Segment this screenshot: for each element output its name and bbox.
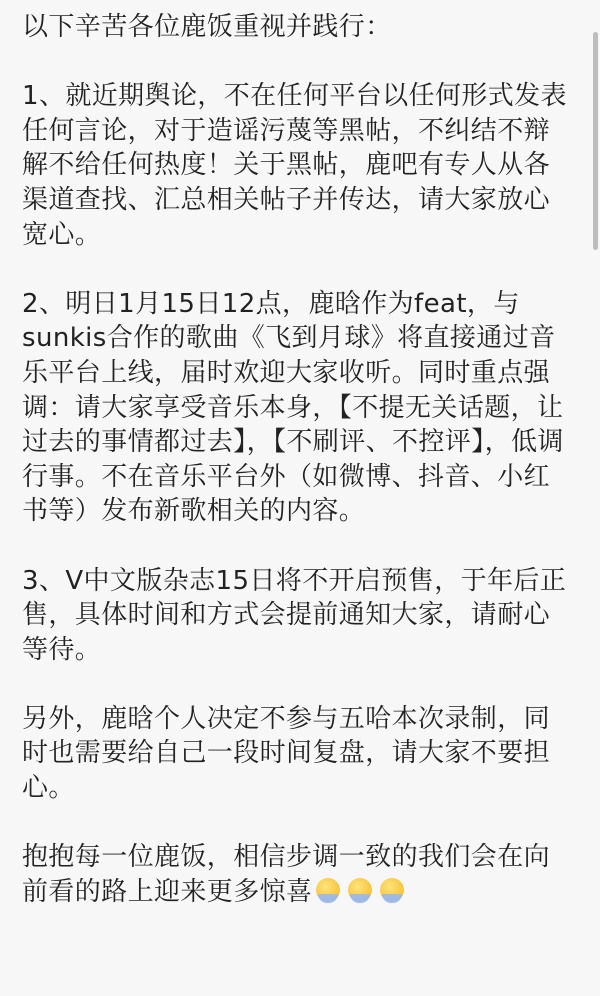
paragraph-gap: [22, 667, 570, 702]
paragraph-gap: [22, 806, 570, 841]
intro-text: 以下辛苦各位鹿饭重视并践行：: [22, 12, 392, 42]
item-3-text: 3、V中文版杂志15日将不开启预售，于年后正售，具体时间和方式会提前通知大家，请耐心等待。: [22, 565, 567, 665]
hug-emoji-icon: [316, 878, 340, 902]
hug-emoji-icon: [348, 878, 372, 902]
scrollbar[interactable]: [593, 32, 598, 250]
paragraph-gap: [22, 45, 570, 80]
item-2-text: 2、明日1月15日12点，鹿晗作为feat，与sunkis合作的歌曲《飞到月球》将直接通过音乐平台上线，届时欢迎大家收听。同时重点强调：请大家享受音乐本身，【不提无关话题，让过去的事情都过去】，【不刷评、不控评】，低调行事。不在音乐平台外（如微博、抖音、小红书等）发布新歌相关的内容。: [22, 288, 564, 527]
hug-emoji-icon: [380, 878, 404, 902]
extra-text: 另外，鹿晗个人决定不参与五哈本次录制，同时也需要给自己一段时间复盘，请大家不要担心。: [22, 703, 551, 804]
closing-text: 抱抱每一位鹿饭，相信步调一致的我们会在向前看的路上迎来更多惊喜: [22, 842, 551, 907]
closing-paragraph: [22, 840, 570, 909]
hug-emoji-row: [312, 877, 408, 907]
paragraph-gap: [22, 529, 570, 564]
paragraph-gap: [22, 252, 570, 287]
item-1-text: 1、就近期舆论，不在任何平台以任何形式发表任何言论，对于造谣污蔑等黑帖，不纠结不辩解不给任何热度！关于黑帖，鹿吧有专人从各渠道查找、汇总相关帖子并传达，请大家放心宽心。: [22, 81, 567, 250]
